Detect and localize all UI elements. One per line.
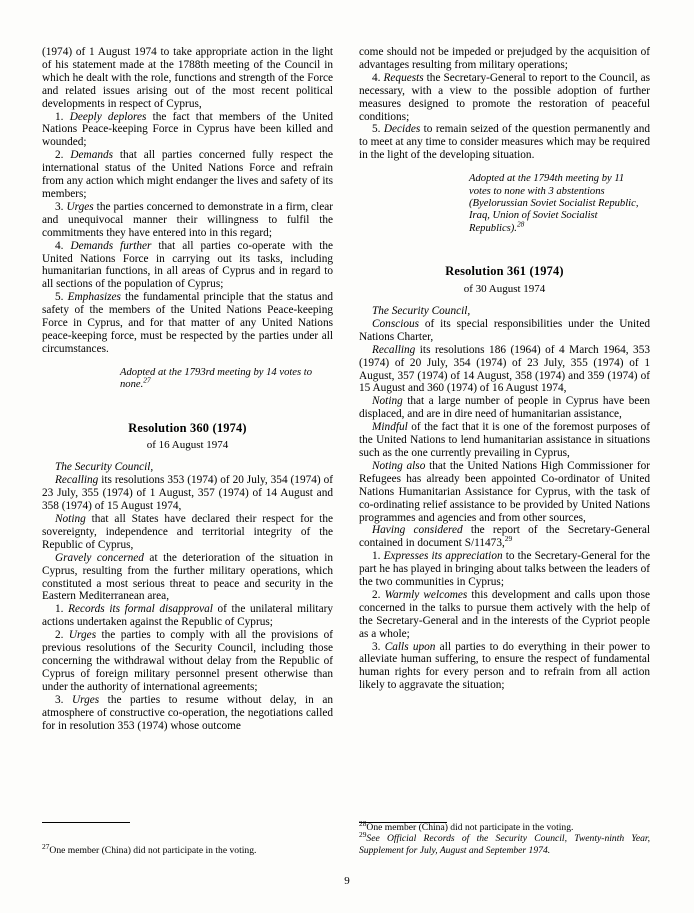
preamble-paragraph (359, 395, 650, 421)
item-text: to the Secretary-General for the part he has played in bringing about talks between the leaders of the two communities in Cyprus; (359, 550, 650, 589)
item-number: 1. (372, 550, 381, 563)
footnote-marker: 29 (359, 830, 367, 839)
paragraph-lead: Recalling (372, 343, 416, 356)
item-number: 2. (55, 149, 64, 162)
paragraph-lead: Conscious (372, 317, 420, 330)
list-item (42, 201, 333, 240)
resolution-date: of 30 August 1974 (463, 283, 546, 296)
item-text: to remain seized of the question permanently and to meet at any time to consider measures which may be required in the light of the developing situation. (359, 123, 650, 162)
footnote-text: One member (China) did not participate in the voting. (49, 844, 257, 856)
item-number: 5. (55, 291, 64, 304)
paragraph-text: that the United Nations High Commissioner for Refugees has already been appointed Co-ordinator of United Nations Humanitarian Assistance for Cyprus, with the task of co-ordinating relief assistance to be provided by United Nations programmes and agencies and from other sources, (359, 459, 650, 524)
paragraph-text: that a large number of people in Cyprus have been displaced, and are in dire need of humanitarian assistance, (359, 395, 650, 421)
item-lead: Requests (383, 71, 424, 84)
item-text: all parties to do everything in their power to alleviate human suffering, to ensure the respect of fundamental human rights for every person and to refrain from all action likely to aggravate the situation; (359, 640, 650, 692)
resolution-date: of 16 August 1974 (146, 439, 229, 452)
item-number: 1. (55, 603, 64, 616)
footnote-area (359, 818, 650, 856)
list-item (42, 240, 333, 292)
list-item (42, 149, 333, 201)
item-text: of the unilateral military actions undertaken against the Republic of Cyprus; (42, 603, 333, 629)
footnote-text: One member (China) did not participate in the voting. (366, 821, 574, 833)
item-lead: Demands (70, 149, 114, 162)
item-lead: Warmly welcomes (384, 588, 468, 601)
two-column-body (42, 46, 650, 856)
item-number: 3. (55, 693, 64, 706)
list-item (359, 641, 650, 693)
item-text: that all parties concerned fully respect the international status of the United Nations Force and refrain from any action which might endanger the lives and safety of its members; (42, 149, 333, 200)
item-lead: Records its formal disapproval (68, 603, 213, 616)
item-number: 3. (55, 200, 64, 213)
footnote (359, 818, 650, 833)
item-lead: Expresses its appreciation (383, 550, 503, 563)
item-number: 2. (55, 629, 64, 642)
footnote-marker: 27 (143, 375, 151, 385)
security-council-heading: The Security Council, (55, 461, 154, 474)
item-number: 1. (55, 110, 64, 123)
left-column (42, 46, 333, 856)
footnote-divider (42, 822, 130, 823)
security-council-heading: The Security Council, (372, 305, 471, 317)
footnote (42, 841, 333, 856)
item-text: the fact that members of the United Nations Peace-keeping Force in Cyprus have been killed and wounded; (42, 110, 333, 149)
adoption-note-text: Adopted at the 1793rd meeting by 14 votes to none. (120, 366, 313, 391)
list-item (42, 603, 333, 629)
paragraph-lead: Noting (372, 395, 403, 408)
item-text: the parties to comply with all the provisions of previous resolutions of the Security Council, including those concerning the withdrawal without delay from the Republic of Cyprus of foreign military personnel present otherwise than under the authority of international agreements; (42, 629, 333, 693)
paragraph-text: at the deterioration of the situation in Cyprus, resulting from the further military operations, which constituted a most serious threat to peace and security in the Eastern Mediterranean area, (42, 551, 333, 603)
paragraph-text: of its special responsibilities under the United Nations Charter, (359, 317, 650, 343)
footnote-area (42, 841, 333, 856)
footnote-text: See Official Records of the Security Council, Twenty-ninth Year, Supplement for July, August and September 1974. (359, 833, 650, 856)
adoption-note (120, 367, 333, 392)
item-text: the fundamental principle that the status and safety of the members of the United Nations Peace-keeping Force in Cyprus, and for that matter of any United Nations peace-keeping force, must be respected by the parties under all circumstances. (42, 291, 333, 355)
preamble-paragraph (359, 421, 650, 460)
preamble-paragraph (359, 344, 650, 396)
preamble-paragraph (42, 513, 333, 552)
paragraph-text: that all States have declared their respect for the sovereignty, independence and territorial integrity of the Republic of Cyprus, (42, 513, 333, 551)
item-text: that all parties co-operate with the United Nations Force in carrying out its tasks, including humanitarian functions, in all areas of Cyprus and in regard to all sections of the population of Cyprus; (42, 239, 333, 291)
list-item (42, 629, 333, 694)
item-lead: Calls upon (384, 640, 436, 653)
resolution-title: Resolution 360 (1974) (128, 420, 247, 435)
item-number: 5. (372, 123, 381, 136)
list-item (359, 550, 650, 589)
item-lead: Decides (383, 123, 421, 136)
paragraph-lead: Noting (55, 513, 86, 525)
list-item (359, 123, 650, 162)
item-lead: Urges (68, 629, 97, 642)
list-item (359, 72, 650, 124)
footnote-marker: 28 (359, 818, 367, 828)
paragraph-text: of the fact that it is one of the foremost purposes of the United Nations to lend humanitarian assistance in situations such as the one currently prevailing in Cyprus, (359, 421, 650, 459)
item-number: 4. (372, 71, 381, 84)
preamble-paragraph (42, 552, 333, 604)
item-lead: Urges (71, 693, 100, 706)
preamble-paragraph (359, 460, 650, 525)
adoption-note (469, 173, 639, 235)
item-text: the parties to resume without delay, in an atmosphere of constructive co-operation, the negotiations called for in resolution 353 (1974) whose outcome (42, 693, 333, 732)
adoption-note-text: Adopted at the 1794th meeting by 11 votes to none with 3 abstentions (Byelorussian Soviet Socialist Republic, Iraq, Union of Soviet Socialist Republics). (469, 173, 639, 234)
preamble-paragraph (359, 318, 650, 344)
footnote-marker: 28 (516, 219, 525, 229)
item-lead: Demands further (70, 239, 152, 252)
preamble-paragraph (42, 474, 333, 513)
list-item (42, 111, 333, 150)
item-lead: Deeply deplores (69, 110, 147, 123)
right-column (359, 46, 650, 856)
paragraph-lead: Mindful (372, 421, 408, 434)
item-lead: Emphasizes (67, 291, 121, 304)
item-text: the Secretary-General to report to the Council, as necessary, with a view to the possible adoption of further measures designed to promote the restoration of peaceful conditions; (359, 71, 651, 123)
item-number: 3. (372, 640, 381, 653)
resolution-title: Resolution 361 (1974) (445, 264, 564, 279)
paragraph-text: the report of the Secretary-General contained in document S/11473, (359, 524, 650, 550)
item-lead: Urges (66, 200, 94, 213)
item-text: the parties concerned to demonstrate in a firm, clear and unequivocal manner their willingness to fulfil the commitments they have entered into in this regard; (42, 200, 333, 239)
list-item (42, 694, 333, 733)
list-item (42, 291, 333, 356)
continuation-paragraph: come should not be impeded or prejudged by the acquisition of advantages resulting from military operations; (359, 46, 650, 71)
paragraph-lead: Gravely concerned (55, 551, 144, 564)
preamble-paragraph (359, 524, 650, 550)
item-text: this development and calls upon those concerned in the talks to pursue them actively with the help of the Secretary-General and in the interests of the Cypriot people as a whole; (359, 588, 650, 640)
item-number: 4. (55, 239, 64, 252)
footnote-marker: 29 (504, 534, 513, 544)
item-number: 2. (372, 588, 381, 601)
list-item (359, 589, 650, 641)
opening-paragraph: (1974) of 1 August 1974 to take appropriate action in the light of his statement made at the 1788th meeting of the Council in which he dealt with the role, functions and strength of the Force and related issues arising out of the most recent political developments in respect of Cyprus, (42, 46, 333, 110)
page-number: 9 (344, 875, 350, 887)
paragraph-text: its resolutions 186 (1964) of 4 March 1964, 353 (1974) of 20 July, 354 (1974) of 23 July, 355 (1974) of 1 August, 357 (1974) of 14 August, 358 (1974) and 359 (1974) of 15 August and 360 (1974) of 16 August 1974, (359, 343, 650, 395)
footnote-marker: 27 (42, 841, 50, 851)
paragraph-lead: Having considered (372, 524, 463, 537)
paragraph-lead: Noting also (372, 459, 426, 472)
footnote (359, 830, 650, 856)
paragraph-lead: Recalling (55, 474, 99, 487)
paragraph-text: its resolutions 353 (1974) of 20 July, 354 (1974) of 23 July, 355 (1974) of 1 August, 357 (1974) of 14 August and 358 (1974) of 15 August 1974, (42, 474, 333, 513)
